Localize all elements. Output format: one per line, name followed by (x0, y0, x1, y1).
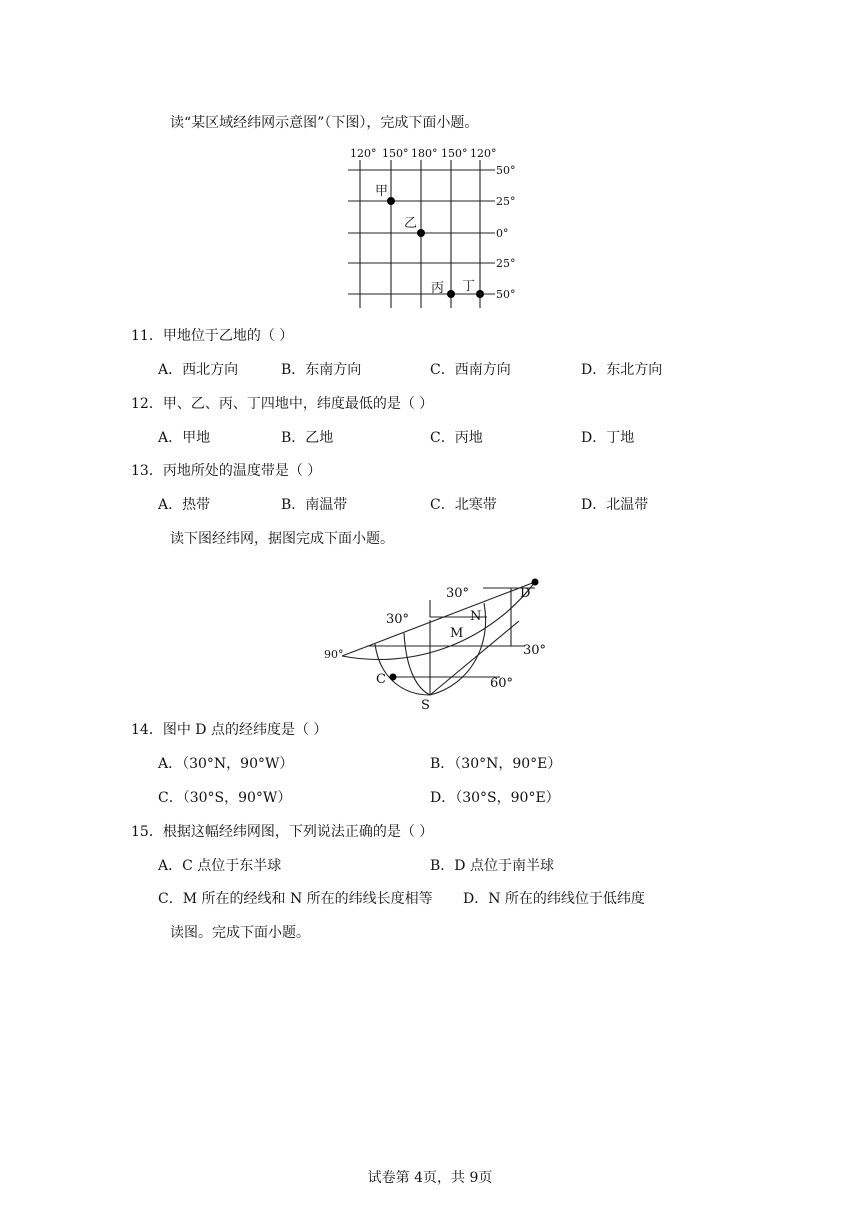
intro-text-1: 读“某区域经纬网示意图”（下图），完成下面小题。 (170, 115, 479, 131)
q14-stem: 14．图中 D 点的经纬度是（ ） (131, 722, 328, 738)
q15-stem: 15．根据这幅经纬网图，下列说法正确的是（ ） (131, 824, 434, 840)
q15-option-a[interactable]: A．C 点位于东半球 (158, 858, 282, 874)
lat-label: 25° (496, 257, 516, 270)
intro-text-3: 读图。完成下面小题。 (170, 925, 310, 941)
label-jia: 甲 (375, 184, 389, 199)
lon-label: 150° (382, 147, 409, 160)
q12-option-a[interactable]: A．甲地 (158, 430, 211, 446)
label-yi: 乙 (404, 216, 418, 231)
q11-option-d[interactable]: D．东北方向 (581, 362, 663, 378)
q11-stem: 11．甲地位于乙地的（ ） (131, 328, 294, 344)
lat-label: 0° (496, 227, 509, 240)
label-c: C (376, 672, 386, 687)
lat-label: 25° (496, 195, 516, 208)
lon-label: 180° (411, 147, 438, 160)
point-c (390, 674, 397, 681)
q15-option-b[interactable]: B．D 点位于南半球 (430, 858, 554, 874)
lon-label: 120° (470, 147, 497, 160)
label-right-30: 30° (523, 643, 547, 658)
lat-label: 50° (496, 288, 516, 301)
q12-option-d[interactable]: D．丁地 (581, 430, 635, 446)
label-ding: 丁 (462, 279, 476, 294)
q14-option-d[interactable]: D．（30°S，90°E） (430, 790, 560, 806)
q12-option-c[interactable]: C．丙地 (430, 430, 483, 446)
q13-option-b[interactable]: B．南温带 (281, 497, 348, 513)
lat-label: 50° (496, 164, 516, 177)
q12-option-b[interactable]: B．乙地 (281, 430, 334, 446)
lon-label: 150° (441, 147, 468, 160)
q14-option-a[interactable]: A．（30°N，90°W） (158, 756, 294, 772)
q13-stem: 13．丙地所处的温度带是（ ） (131, 463, 322, 479)
q13-option-a[interactable]: A．热带 (158, 497, 211, 513)
graticule-figure-1 (340, 142, 540, 312)
point-yi (417, 229, 425, 237)
point-d (532, 579, 539, 586)
intro-text-2: 读下图经纬网，据图完成下面小题。 (170, 531, 394, 547)
q13-option-d[interactable]: D．北温带 (581, 497, 649, 513)
label-bing: 丙 (431, 281, 445, 296)
label-m: M (450, 626, 464, 641)
q13-option-c[interactable]: C．北寒带 (430, 497, 497, 513)
graticule-figure-2 (320, 560, 560, 713)
label-top-30: 30° (446, 586, 470, 601)
q15-option-d[interactable]: D．N 所在的纬线位于低纬度 (463, 891, 645, 907)
q14-option-b[interactable]: B．（30°N，90°E） (430, 756, 562, 772)
label-left-90: 90° (324, 648, 344, 661)
q11-option-a[interactable]: A．西北方向 (158, 362, 239, 378)
point-jia (387, 197, 395, 205)
label-n: N (470, 609, 482, 624)
label-right-60: 60° (490, 676, 514, 691)
point-bing (447, 290, 455, 298)
q11-option-b[interactable]: B．东南方向 (281, 362, 362, 378)
page-footer: 试卷第 4页，共 9页 (367, 1170, 493, 1186)
q12-stem: 12．甲、乙、丙、丁四地中，纬度最低的是（ ） (131, 396, 434, 412)
label-d: D (520, 586, 531, 601)
label-left-30: 30° (386, 612, 410, 627)
q11-option-c[interactable]: C．西南方向 (430, 362, 511, 378)
label-s: S (421, 698, 430, 713)
point-ding (476, 290, 484, 298)
q14-option-c[interactable]: C．（30°S，90°W） (158, 790, 292, 806)
q15-option-c[interactable]: C．M 所在的经线和 N 所在的纬线长度相等 (158, 891, 433, 907)
lon-label: 120° (350, 147, 377, 160)
